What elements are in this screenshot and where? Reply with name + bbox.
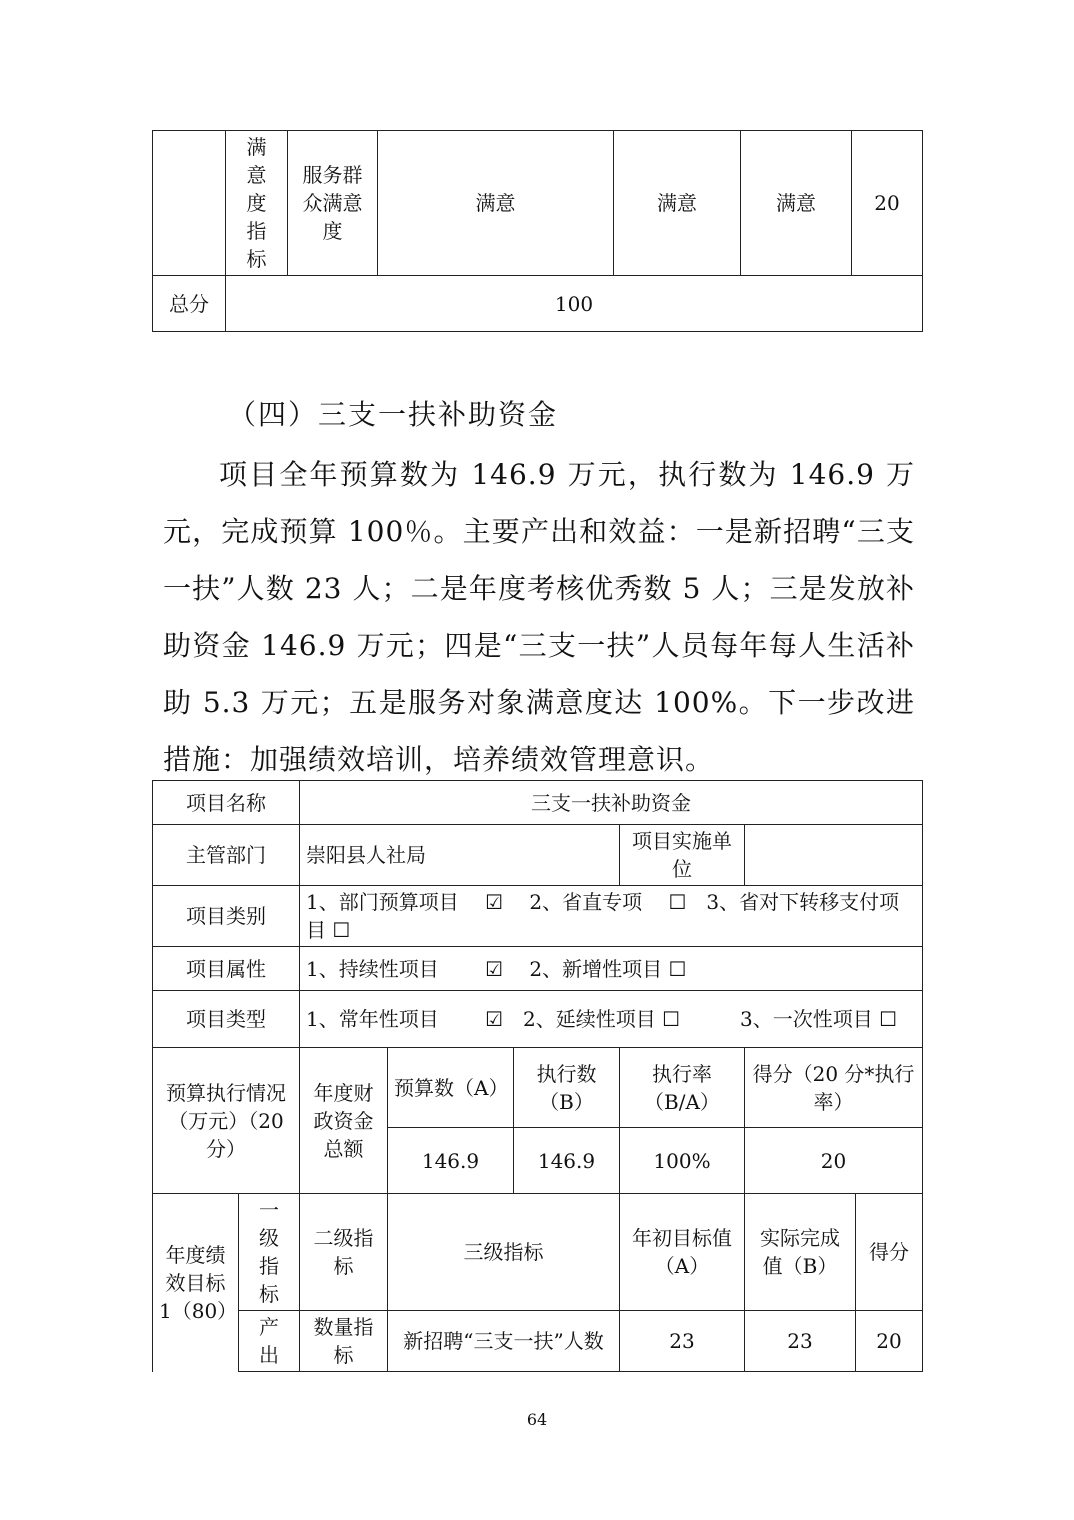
project-name-label: 项目名称: [153, 781, 300, 825]
attribute-value: 1、持续性项目 ☑ 2、新增性项目 ☐: [300, 947, 923, 991]
total-row: [153, 276, 923, 332]
table-row: [153, 991, 923, 1048]
actual-value-cell: 满意: [741, 131, 852, 276]
level3-header: 三级指标: [388, 1194, 620, 1311]
budget-a-value: 146.9: [388, 1128, 514, 1194]
score-cell: 20: [852, 131, 923, 276]
total-label: 总分: [153, 276, 226, 332]
rate-header: 执行率（B/A）: [620, 1048, 745, 1128]
score-header: 得分: [856, 1194, 923, 1311]
impl-unit-value: [745, 825, 923, 886]
level2-indicator-cell: 服务群众满意度: [288, 131, 378, 276]
level2-header: 二级指标: [300, 1194, 388, 1311]
table-row: [153, 947, 923, 991]
category-label: 项目类别: [153, 886, 300, 947]
section-heading: （四）三支一扶补助资金: [228, 398, 559, 431]
level1-indicator-cell: 满意度指标: [226, 131, 288, 276]
annual-fund-label: 年度财政资金总额: [300, 1048, 388, 1194]
budget-exec-label: 预算执行情况（万元）（20 分）: [153, 1048, 300, 1194]
level3-value: 新招聘“三支一扶”人数: [388, 1311, 620, 1372]
body-paragraph: [163, 446, 915, 788]
type-label: 项目类型: [153, 991, 300, 1048]
attribute-label: 项目属性: [153, 947, 300, 991]
level1-value: 产出: [239, 1311, 300, 1372]
table-row: [153, 1048, 923, 1128]
target-header: 年初目标值（A）: [620, 1194, 745, 1311]
budget-a-header: 预算数（A）: [388, 1048, 514, 1128]
total-value: 100: [226, 276, 923, 332]
annual-goal-label: 年度绩效目标 1（80）: [153, 1194, 239, 1372]
dept-value: 崇阳县人社局: [300, 825, 620, 886]
project-performance-table: [152, 780, 923, 1372]
page-number: 64: [526, 1410, 548, 1429]
actual-value: 23: [745, 1311, 856, 1372]
table-row: [153, 1194, 923, 1311]
blank-cell: [153, 131, 226, 276]
level3-indicator-cell: 满意: [378, 131, 614, 276]
dept-label: 主管部门: [153, 825, 300, 886]
table-row: [153, 1311, 923, 1372]
project-name-value: 三支一扶补助资金: [300, 781, 923, 825]
type-value: 1、常年性项目 ☑ 2、延续性项目 ☐ 3、一次性项目 ☐: [300, 991, 923, 1048]
category-value: 1、部门预算项目 ☑ 2、省直专项 ☐ 3、省对下转移支付项目 ☐: [300, 886, 923, 947]
table-row: [153, 131, 923, 276]
actual-header: 实际完成值（B）: [745, 1194, 856, 1311]
score-value: 20: [856, 1311, 923, 1372]
rate-value: 100%: [620, 1128, 745, 1194]
budget-score-header: 得分（20 分*执行率）: [745, 1048, 923, 1128]
exec-b-header: 执行数（B）: [514, 1048, 620, 1128]
impl-unit-label: 项目实施单位: [620, 825, 745, 886]
performance-table-continued: [152, 130, 923, 332]
level2-value: 数量指标: [300, 1311, 388, 1372]
paragraph-text: 项目全年预算数为 146.9 万元，执行数为 146.9 万元，完成预算 100％。主要产出和效益：一是新招聘“三支一扶”人数 23 人；二是年度考核优秀数 5 人；三是发放补助资金 146.9 万元；四是“三支一扶”人员每年每人生活补助 5.3 万元；五是服务对象满意度达 100%。下一步改进措施：加强绩效培训，培养绩效管理意识。: [163, 458, 915, 776]
table-row: [153, 825, 923, 886]
level1-header: 一级指标: [239, 1194, 300, 1311]
target-value: 23: [620, 1311, 745, 1372]
exec-b-value: 146.9: [514, 1128, 620, 1194]
target-value-cell: 满意: [614, 131, 741, 276]
table-row: [153, 781, 923, 825]
budget-score-value: 20: [745, 1128, 923, 1194]
table-row: [153, 886, 923, 947]
